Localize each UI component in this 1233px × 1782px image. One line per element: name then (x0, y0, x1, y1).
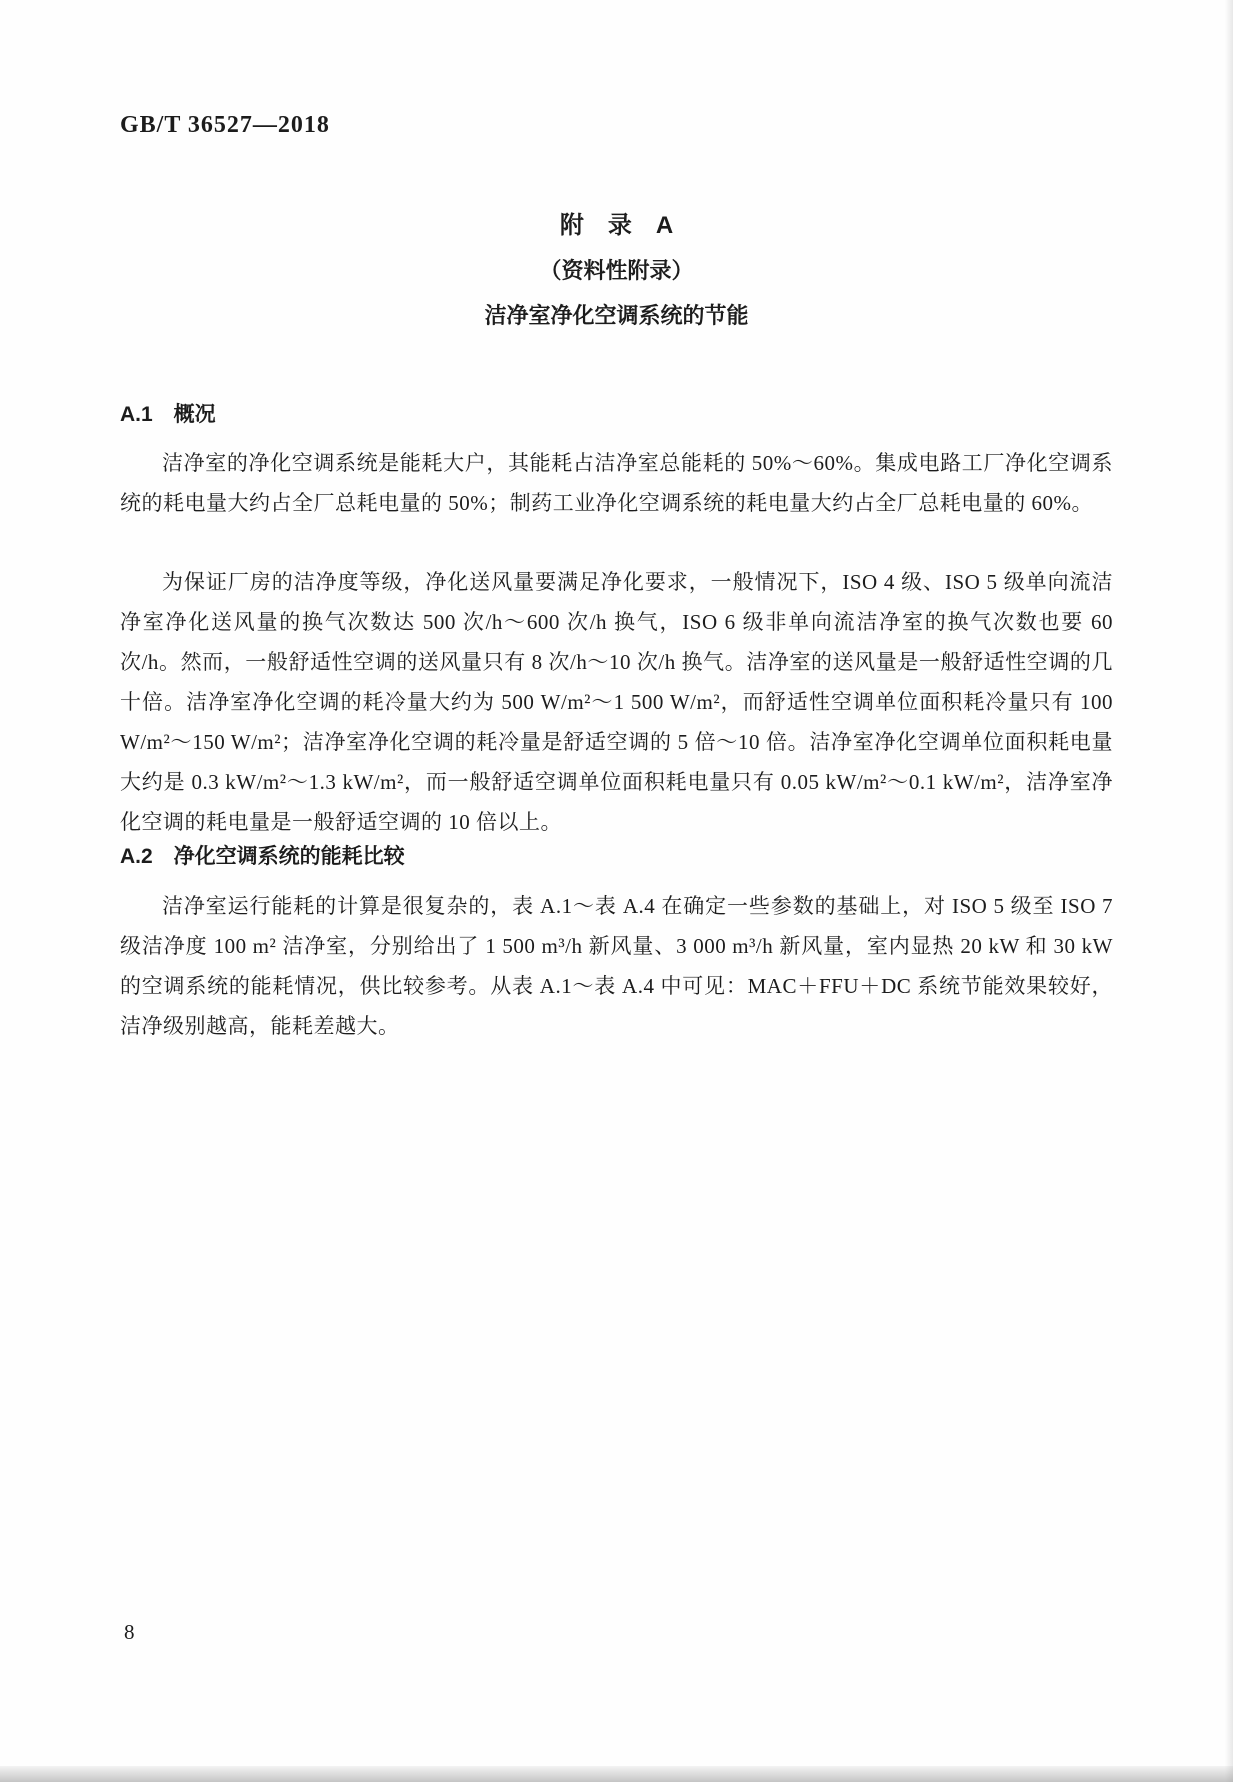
appendix-title-block (120, 205, 1113, 330)
section-a2-paragraph-1: 洁净室运行能耗的计算是很复杂的，表 A.1～表 A.4 在确定一些参数的基础上，对 ISO 5 级至 ISO 7 级洁净度 100 m² 洁净室，分别给出了 1 500 m³/h 新风量、3 000 m³/h 新风量，室内显热 20 kW 和 30 kW 的空调系统的能耗情况，供比较参考。从表 A.1～表 A.4 中可见：MAC＋FFU＋DC 系统节能效果较好，洁净级别越高，能耗差越大。 (120, 894, 1113, 1038)
standard-code-header: GB/T 36527—2018 (120, 112, 330, 138)
appendix-title: 附 录 A (559, 212, 674, 239)
appendix-subtitle: （资料性附录） (539, 258, 694, 283)
page-number: 8 (124, 1620, 135, 1644)
section-a1-paragraph-1: 洁净室的净化空调系统是能耗大户，其能耗占洁净室总能耗的 50%～60%。集成电路工厂净化空调系统的耗电量大约占全厂总耗电量的 50%；制药工业净化空调系统的耗电量大约占全厂总耗电量的 60%。 (120, 451, 1113, 515)
appendix-name: 洁净室净化空调系统的节能 (484, 303, 749, 328)
section-a2-heading: A.2 净化空调系统的能耗比较 (120, 845, 405, 868)
section-a1-paragraph-2: 为保证厂房的洁净度等级，净化送风量要满足净化要求，一般情况下，ISO 4 级、ISO 5 级单向流洁净室净化送风量的换气次数达 500 次/h～600 次/h 换气，ISO 6 级非单向流洁净室的换气次数也要 60 次/h。然而，一般舒适性空调的送风量只有 8 次/h～10 次/h 换气。洁净室的送风量是一般舒适性空调的几十倍。洁净室净化空调的耗冷量大约为 500 W/m²～1 500 W/m²，而舒适性空调单位面积耗冷量只有 100 W/m²～150 W/m²；洁净室净化空调的耗冷量是舒适空调的 5 倍～10 倍。洁净室净化空调单位面积耗电量大约是 0.3 kW/m²～1.3 kW/m²，而一般舒适空调单位面积耗电量只有 0.05 kW/m²～0.1 kW/m²，洁净室净化空调的耗电量是一般舒适空调的 10 倍以上。 (120, 570, 1113, 834)
section-a1-heading: A.1 概况 (120, 403, 216, 426)
scan-edge-shadow-bottom (0, 1766, 1233, 1782)
scan-edge-shadow-right (1225, 0, 1233, 1782)
